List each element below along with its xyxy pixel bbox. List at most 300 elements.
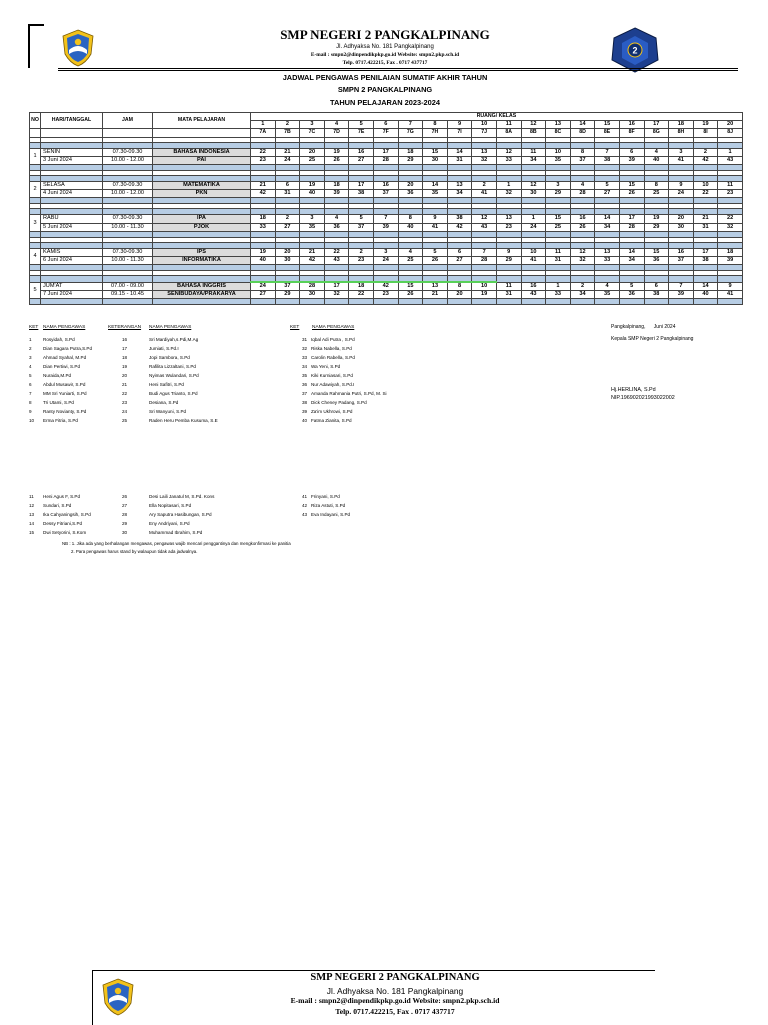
header-time: JAM xyxy=(103,113,153,129)
assigned-pengawas: 7 xyxy=(595,148,620,156)
list-item xyxy=(29,501,91,510)
class-label: 8C xyxy=(546,129,571,137)
table-row xyxy=(30,215,743,223)
assigned-pengawas: 2 xyxy=(275,215,300,223)
assigned-pengawas: 27 xyxy=(447,256,472,264)
list-item-name: Desiana, S.Pd xyxy=(149,400,179,405)
assigned-pengawas: 38 xyxy=(349,190,374,198)
assigned-pengawas: 17 xyxy=(619,215,644,223)
assigned-pengawas: 12 xyxy=(570,248,595,256)
day-name: RABU xyxy=(41,215,103,223)
list-item xyxy=(302,501,350,510)
table-row xyxy=(30,291,743,299)
list-item xyxy=(122,519,214,528)
band-cell xyxy=(251,299,276,305)
room-number: 14 xyxy=(570,121,595,129)
list-item-number: 25 xyxy=(122,418,128,423)
list-item-number: 11 xyxy=(29,494,34,499)
list-item-number: 20 xyxy=(122,373,128,378)
assigned-pengawas: 9 xyxy=(718,282,743,291)
assigned-pengawas: 6 xyxy=(447,248,472,256)
session-time: 10.00 - 12.00 xyxy=(103,156,153,164)
list-header-ket-3: KET xyxy=(290,325,300,330)
list-item xyxy=(29,335,92,344)
list-item-name: Amanda Rahmania Putri, S.Pd, M. Si xyxy=(311,391,387,396)
list-item-name: Nyimas Wulandari, S.Pd xyxy=(149,373,199,378)
room-number: 17 xyxy=(644,121,669,129)
assigned-pengawas: 42 xyxy=(447,223,472,231)
list-item-name: Heni Safitri, S.Pd xyxy=(149,382,184,387)
assigned-pengawas: 43 xyxy=(324,256,349,264)
assigned-pengawas: 9 xyxy=(669,181,694,189)
assigned-pengawas: 37 xyxy=(275,282,300,291)
assigned-pengawas: 20 xyxy=(669,215,694,223)
list-item xyxy=(122,501,214,510)
class-label: 8E xyxy=(595,129,620,137)
assigned-pengawas: 31 xyxy=(447,156,472,164)
assigned-pengawas: 20 xyxy=(275,248,300,256)
assigned-pengawas: 31 xyxy=(496,291,521,299)
room-number: 20 xyxy=(718,121,743,129)
list-item xyxy=(302,371,387,380)
table-row xyxy=(30,248,743,256)
assigned-pengawas: 25 xyxy=(398,256,423,264)
assigned-pengawas: 19 xyxy=(300,181,325,189)
note-1: NB : 1. Jika ada yang berhalangan mengawas, pengawas wajib mencari penggantinya dan mengkonfirmasi ke panitia xyxy=(62,541,291,546)
pengawas-list-1b xyxy=(29,492,91,537)
table-row xyxy=(30,223,743,231)
room-number: 2 xyxy=(275,121,300,129)
list-item-number: 24 xyxy=(122,409,128,414)
assigned-pengawas: 10 xyxy=(521,248,546,256)
assigned-pengawas: 36 xyxy=(644,256,669,264)
class-label: 8B xyxy=(521,129,546,137)
header-spacer xyxy=(41,129,103,137)
signature-nip: NIP.196902021993022002 xyxy=(611,395,675,401)
class-label: 8I xyxy=(693,129,718,137)
assigned-pengawas: 37 xyxy=(570,156,595,164)
band-cell xyxy=(644,299,669,305)
assigned-pengawas: 15 xyxy=(423,148,448,156)
assigned-pengawas: 11 xyxy=(718,181,743,189)
school-logo-right xyxy=(608,26,662,74)
list-item-name: Budi Agus Trianto, S.Pd xyxy=(149,391,198,396)
assigned-pengawas: 41 xyxy=(472,190,497,198)
list-item xyxy=(302,344,387,353)
list-item-name: Sri Wanyuni, S.Pd xyxy=(149,409,187,414)
assigned-pengawas: 6 xyxy=(644,282,669,291)
assigned-pengawas: 25 xyxy=(300,156,325,164)
assigned-pengawas: 39 xyxy=(324,190,349,198)
assigned-pengawas: 7 xyxy=(472,248,497,256)
assigned-pengawas: 3 xyxy=(669,148,694,156)
assigned-pengawas: 39 xyxy=(619,156,644,164)
assigned-pengawas: 5 xyxy=(595,181,620,189)
band-cell xyxy=(521,299,546,305)
list-item xyxy=(302,510,350,519)
assigned-pengawas: 10 xyxy=(472,282,497,291)
footer-address: Jl. Adhyaksa No. 181 Pangkalpinang xyxy=(326,986,464,996)
room-number: 10 xyxy=(472,121,497,129)
header-spacer xyxy=(103,129,153,137)
assigned-pengawas: 5 xyxy=(349,215,374,223)
assigned-pengawas: 2 xyxy=(570,282,595,291)
session-time: 10.00 - 11.30 xyxy=(103,256,153,264)
school-crest-logo-left xyxy=(60,28,96,68)
assigned-pengawas: 25 xyxy=(644,190,669,198)
assigned-pengawas: 29 xyxy=(275,291,300,299)
room-number: 13 xyxy=(546,121,571,129)
assigned-pengawas: 16 xyxy=(373,181,398,189)
assigned-pengawas: 14 xyxy=(693,282,718,291)
assigned-pengawas: 8 xyxy=(447,282,472,291)
assigned-pengawas: 24 xyxy=(373,256,398,264)
list-item-number: 41 xyxy=(302,494,308,499)
assigned-pengawas: 32 xyxy=(718,223,743,231)
list-item xyxy=(29,416,92,425)
list-item xyxy=(122,407,218,416)
band-cell xyxy=(275,299,300,305)
list-item-number: 43 xyxy=(302,512,308,517)
assigned-pengawas: 23 xyxy=(373,291,398,299)
list-item-name: Ahmad Syahal, M.Pd xyxy=(43,355,87,360)
list-item-number: 2 xyxy=(29,346,32,351)
band-cell xyxy=(472,299,497,305)
assigned-pengawas: 13 xyxy=(447,181,472,189)
list-item xyxy=(122,528,214,537)
assigned-pengawas: 34 xyxy=(619,256,644,264)
class-label: 7C xyxy=(300,129,325,137)
header-school-name: SMP NEGERI 2 PANGKALPINANG xyxy=(280,27,490,42)
header-rule xyxy=(58,68,738,69)
header-no: NO xyxy=(30,113,41,129)
assigned-pengawas: 4 xyxy=(324,215,349,223)
list-item-name: Frinyani, S.Pd xyxy=(311,494,340,499)
assigned-pengawas: 3 xyxy=(546,181,571,189)
list-item-name: Raden Heru Pemba Kusuma, S.E xyxy=(149,418,218,423)
list-header-keterangan: KETERANGAN xyxy=(108,325,142,330)
list-header-name-3: NAMA PENGAWAS xyxy=(312,325,355,330)
assigned-pengawas: 4 xyxy=(570,181,595,189)
assigned-pengawas: 4 xyxy=(398,248,423,256)
session-time: 07.30-09.30 xyxy=(103,148,153,156)
room-number: 9 xyxy=(447,121,472,129)
assigned-pengawas: 42 xyxy=(251,190,276,198)
assigned-pengawas: 36 xyxy=(398,190,423,198)
list-item-name: Ika Cahyaningsih, S.Pd xyxy=(43,512,91,517)
list-header-ket-1: KET xyxy=(29,325,39,330)
pengawas-list-2 xyxy=(122,335,218,425)
list-item-number: 14 xyxy=(29,521,35,526)
band-cell xyxy=(300,299,325,305)
band-cell xyxy=(447,299,472,305)
assigned-pengawas: 21 xyxy=(693,215,718,223)
assigned-pengawas: 13 xyxy=(423,282,448,291)
assigned-pengawas: 34 xyxy=(595,223,620,231)
list-item-name: Dian Pertiwi, S.Pd xyxy=(43,364,81,369)
class-label: 8G xyxy=(644,129,669,137)
list-item xyxy=(29,353,92,362)
list-item-name: Riza Astuti, S.Pd xyxy=(311,503,346,508)
assigned-pengawas: 24 xyxy=(251,282,276,291)
assigned-pengawas: 36 xyxy=(324,223,349,231)
list-item xyxy=(302,380,387,389)
assigned-pengawas: 43 xyxy=(521,291,546,299)
assigned-pengawas: 18 xyxy=(398,148,423,156)
assigned-pengawas: 10 xyxy=(546,148,571,156)
assigned-pengawas: 17 xyxy=(693,248,718,256)
list-item-number: 30 xyxy=(122,530,128,535)
class-label: 7G xyxy=(398,129,423,137)
list-item xyxy=(29,492,91,501)
header-address: Jl. Adhyaksa No. 181 Pangkalpinang xyxy=(336,44,434,50)
signature-place-date: Pangkalpinang, Juni 2024 xyxy=(611,324,676,330)
band-cell xyxy=(570,299,595,305)
list-item-number: 15 xyxy=(29,530,35,535)
assigned-pengawas: 33 xyxy=(546,291,571,299)
assigned-pengawas: 31 xyxy=(546,256,571,264)
list-item-name: Rosyidah, S.Pd xyxy=(43,337,75,342)
assigned-pengawas: 29 xyxy=(546,190,571,198)
list-item xyxy=(29,362,92,371)
assigned-pengawas: 19 xyxy=(644,215,669,223)
list-item-number: 19 xyxy=(122,364,128,369)
assigned-pengawas: 12 xyxy=(521,181,546,189)
list-item xyxy=(29,519,91,528)
assigned-pengawas: 17 xyxy=(349,181,374,189)
list-header-name-1: NAMA PENGAWAS xyxy=(43,325,86,330)
assigned-pengawas: 24 xyxy=(275,156,300,164)
class-label: 7H xyxy=(423,129,448,137)
list-item-number: 40 xyxy=(302,418,308,423)
assigned-pengawas: 22 xyxy=(349,291,374,299)
assigned-pengawas: 35 xyxy=(546,156,571,164)
list-item-name: Riska Nabella, S.Pd xyxy=(311,346,352,351)
assigned-pengawas: 16 xyxy=(669,248,694,256)
assigned-pengawas: 23 xyxy=(718,190,743,198)
band-cell xyxy=(103,299,153,305)
list-item xyxy=(122,353,218,362)
assigned-pengawas: 28 xyxy=(472,256,497,264)
list-item-number: 13 xyxy=(29,512,35,517)
list-item xyxy=(29,371,92,380)
assigned-pengawas: 8 xyxy=(398,215,423,223)
assigned-pengawas: 40 xyxy=(300,190,325,198)
assigned-pengawas: 17 xyxy=(324,282,349,291)
list-item xyxy=(122,510,214,519)
assigned-pengawas: 40 xyxy=(693,291,718,299)
assigned-pengawas: 11 xyxy=(521,148,546,156)
schedule-table xyxy=(29,112,743,305)
assigned-pengawas: 38 xyxy=(693,256,718,264)
class-label: 8F xyxy=(619,129,644,137)
assigned-pengawas: 27 xyxy=(595,190,620,198)
list-item-number: 21 xyxy=(122,382,128,387)
class-label: 7J xyxy=(472,129,497,137)
assigned-pengawas: 42 xyxy=(693,156,718,164)
assigned-pengawas: 1 xyxy=(521,215,546,223)
assigned-pengawas: 34 xyxy=(521,156,546,164)
session-subject: PKN xyxy=(153,190,251,198)
list-item-name: Nur Adawiyah, S.Pd.I xyxy=(311,382,355,387)
list-item-number: 8 xyxy=(29,400,32,405)
assigned-pengawas: 2 xyxy=(693,148,718,156)
list-item-number: 36 xyxy=(302,382,308,387)
list-item-number: 4 xyxy=(29,364,32,369)
list-item-name: Eva Indayani, S.Pd xyxy=(311,512,351,517)
band-cell xyxy=(693,299,718,305)
assigned-pengawas: 18 xyxy=(324,181,349,189)
assigned-pengawas: 34 xyxy=(447,190,472,198)
assigned-pengawas: 26 xyxy=(398,291,423,299)
assigned-pengawas: 25 xyxy=(546,223,571,231)
list-item-name: Fatma Zianita, S.Pd xyxy=(311,418,352,423)
list-item-name: Ranty Novianty, S.Pd xyxy=(43,409,87,414)
room-number: 11 xyxy=(496,121,521,129)
day-name: KAMIS xyxy=(41,248,103,256)
assigned-pengawas: 30 xyxy=(275,256,300,264)
footer-school-name: SMP NEGERI 2 PANGKALPINANG xyxy=(310,972,480,983)
pengawas-list-3 xyxy=(302,335,387,425)
class-label: 7B xyxy=(275,129,300,137)
assigned-pengawas: 16 xyxy=(570,215,595,223)
assigned-pengawas: 38 xyxy=(447,215,472,223)
session-subject: IPA xyxy=(153,215,251,223)
day-name: SENIN xyxy=(41,148,103,156)
assigned-pengawas: 23 xyxy=(496,223,521,231)
day-name: JUM'AT xyxy=(41,282,103,291)
band-cell xyxy=(546,299,571,305)
list-item xyxy=(122,398,218,407)
assigned-pengawas: 37 xyxy=(373,190,398,198)
list-item xyxy=(122,344,218,353)
list-item-number: 33 xyxy=(302,355,308,360)
list-item-name: Muhammad Ibrahim, S.Pd xyxy=(149,530,203,535)
list-item-name: Carolin Rabella, S.Pd xyxy=(311,355,355,360)
room-number: 18 xyxy=(669,121,694,129)
assigned-pengawas: 3 xyxy=(300,215,325,223)
list-item xyxy=(302,353,387,362)
assigned-pengawas: 4 xyxy=(644,148,669,156)
assigned-pengawas: 32 xyxy=(472,156,497,164)
assigned-pengawas: 13 xyxy=(595,248,620,256)
doc-subtitle-year: TAHUN PELAJARAN 2023-2024 xyxy=(330,98,440,107)
list-item xyxy=(29,407,92,416)
band-cell xyxy=(423,299,448,305)
assigned-pengawas: 19 xyxy=(251,248,276,256)
list-item-name: Dessy Fitriani,S.Pd xyxy=(43,521,83,526)
band-cell xyxy=(398,299,423,305)
list-item-number: 38 xyxy=(302,400,308,405)
table-row xyxy=(30,156,743,164)
assigned-pengawas: 6 xyxy=(275,181,300,189)
room-number: 16 xyxy=(619,121,644,129)
list-item xyxy=(29,344,92,353)
list-item xyxy=(29,398,92,407)
list-item-number: 42 xyxy=(302,503,308,508)
session-subject: IPS xyxy=(153,248,251,256)
assigned-pengawas: 9 xyxy=(496,248,521,256)
band-cell xyxy=(324,299,349,305)
day-date: 4 Juni 2024 xyxy=(41,190,103,198)
assigned-pengawas: 21 xyxy=(423,291,448,299)
list-item-name: Tri Utami, S.Pd xyxy=(43,400,74,405)
table-row xyxy=(30,181,743,189)
assigned-pengawas: 30 xyxy=(423,156,448,164)
signature-role: Kepala SMP Negeri 2 Pangkalpinang xyxy=(611,336,694,342)
assigned-pengawas: 22 xyxy=(718,215,743,223)
band-cell xyxy=(718,299,743,305)
class-label: 7E xyxy=(349,129,374,137)
pengawas-list-2b xyxy=(122,492,214,537)
assigned-pengawas: 29 xyxy=(398,156,423,164)
room-number: 8 xyxy=(423,121,448,129)
assigned-pengawas: 2 xyxy=(349,248,374,256)
assigned-pengawas: 39 xyxy=(718,256,743,264)
session-time: 07.30-09.30 xyxy=(103,181,153,189)
list-item-number: 16 xyxy=(122,337,128,342)
list-item-name: Jumiati, S.Pd.I xyxy=(149,346,179,351)
assigned-pengawas: 2 xyxy=(472,181,497,189)
band-cell xyxy=(153,299,251,305)
band-cell xyxy=(349,299,374,305)
list-item-number: 27 xyxy=(122,503,128,508)
assigned-pengawas: 26 xyxy=(324,156,349,164)
assigned-pengawas: 8 xyxy=(570,148,595,156)
session-time: 07.00 - 09.00 xyxy=(103,282,153,291)
band-cell xyxy=(496,299,521,305)
assigned-pengawas: 27 xyxy=(251,291,276,299)
list-item xyxy=(302,416,387,425)
assigned-pengawas: 26 xyxy=(619,190,644,198)
band-cell xyxy=(30,299,41,305)
assigned-pengawas: 14 xyxy=(447,148,472,156)
assigned-pengawas: 24 xyxy=(669,190,694,198)
assigned-pengawas: 20 xyxy=(300,148,325,156)
assigned-pengawas: 31 xyxy=(693,223,718,231)
table-row xyxy=(30,190,743,198)
list-item xyxy=(122,492,214,501)
table-row xyxy=(30,256,743,264)
assigned-pengawas: 24 xyxy=(521,223,546,231)
list-item-name: Sri Mardiyah,s.Pdi,M.Ag xyxy=(149,337,199,342)
assigned-pengawas: 32 xyxy=(496,190,521,198)
assigned-pengawas: 32 xyxy=(324,291,349,299)
assigned-pengawas: 14 xyxy=(619,248,644,256)
assigned-pengawas: 19 xyxy=(324,148,349,156)
list-item xyxy=(122,389,218,398)
assigned-pengawas: 7 xyxy=(373,215,398,223)
list-item xyxy=(29,510,91,519)
assigned-pengawas: 39 xyxy=(373,223,398,231)
class-label: 7I xyxy=(447,129,472,137)
assigned-pengawas: 41 xyxy=(669,156,694,164)
band-cell xyxy=(41,299,103,305)
assigned-pengawas: 41 xyxy=(718,291,743,299)
list-item-number: 22 xyxy=(122,391,128,396)
list-item-name: Abdul Musawir, S.Pd xyxy=(43,382,86,387)
list-item-number: 18 xyxy=(122,355,128,360)
assigned-pengawas: 1 xyxy=(496,181,521,189)
list-item-name: MM Sri Yuniarti, S.Pd xyxy=(43,391,87,396)
assigned-pengawas: 12 xyxy=(472,215,497,223)
assigned-pengawas: 26 xyxy=(423,256,448,264)
session-subject: BAHASA INGGRIS xyxy=(153,282,251,291)
header-spacer xyxy=(30,129,41,137)
list-item-name: Sundari, S.Pd xyxy=(43,503,72,508)
assigned-pengawas: 40 xyxy=(251,256,276,264)
header-rule-thin xyxy=(58,70,738,71)
